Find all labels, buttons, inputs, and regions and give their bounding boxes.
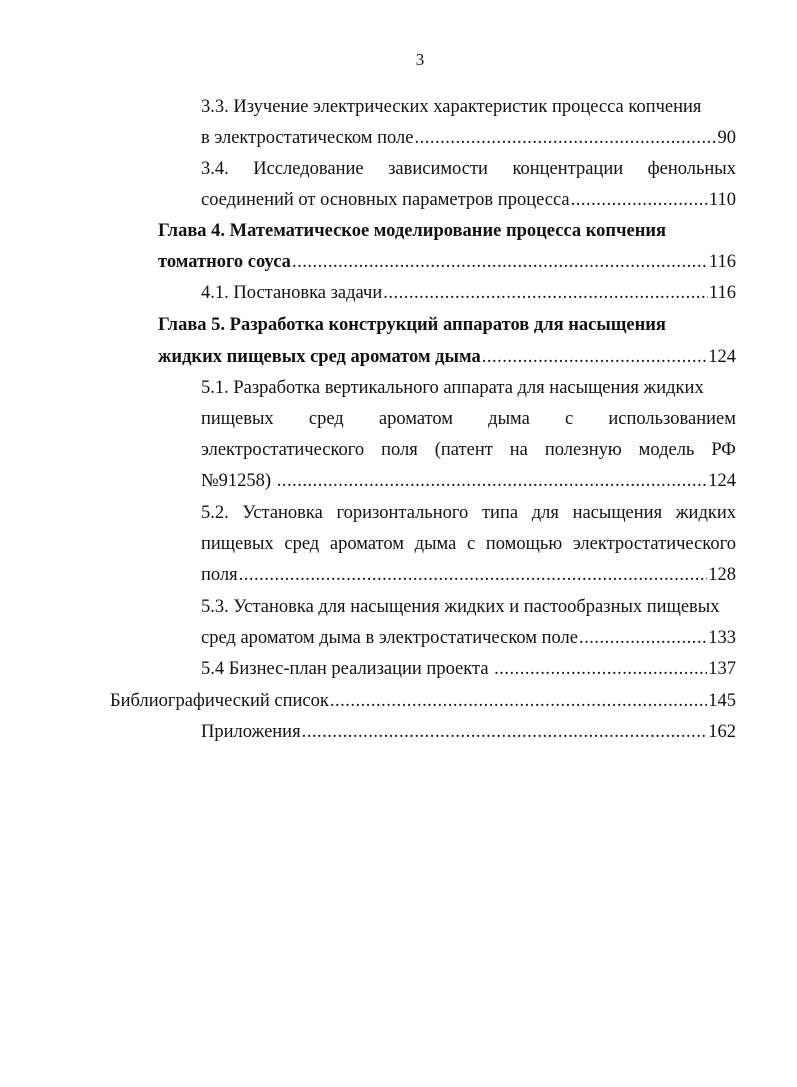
page-ref: 128: [708, 565, 736, 585]
dot-leader: [494, 654, 707, 685]
dot-leader: [482, 342, 708, 373]
dot-leader: [302, 717, 708, 748]
page-ref: 162: [708, 722, 736, 742]
page-ref: 116: [708, 283, 736, 303]
toc-5-1-line-3: электростатического поля (патент на полезную модель РФ: [201, 440, 736, 460]
page-ref: 137: [708, 659, 736, 679]
page-number: 3: [415, 50, 425, 69]
dot-leader: [571, 185, 708, 216]
dot-leader: [239, 560, 708, 591]
toc-entry-5-2[interactable]: поля ..... 128: [201, 560, 736, 591]
toc-entry-4-1[interactable]: 4.1. Постановка задачи ..... 116: [201, 278, 736, 309]
toc-entry-chapter-4[interactable]: томатного соуса ..... 116: [158, 247, 736, 278]
toc-entry-3-4[interactable]: соединений от основных параметров процесса ..... 110: [201, 185, 736, 216]
toc-entry-5-3[interactable]: сред ароматом дыма в электростатическом поле ..... 133: [201, 623, 736, 654]
toc-5-1-line-2: пищевых сред ароматом дыма с использованием: [201, 409, 736, 429]
toc-chapter-5-title: Глава 5. Разработка конструкций аппаратов для насыщения: [158, 315, 666, 335]
toc-5-2-title: 5.2. Установка горизонтального типа для насыщения жидких: [201, 503, 736, 523]
toc-entry-bibliography[interactable]: Библиографический список ..... 145: [110, 686, 736, 717]
toc-entry-chapter-5[interactable]: жидких пищевых сред ароматом дыма ..... 124: [158, 342, 736, 373]
page-ref: 124: [708, 471, 736, 491]
page-ref: 110: [708, 190, 736, 210]
toc-3-4-title: 3.4. Исследование зависимости концентрации фенольных: [201, 159, 736, 179]
dot-leader: [292, 247, 708, 278]
page-ref: 124: [708, 347, 736, 367]
toc-5-1-title: 5.1. Разработка вертикального аппарата для насыщения жидких: [201, 378, 704, 398]
page-ref: 133: [708, 628, 736, 648]
toc-entry-5-1[interactable]: №91258) ..... 124: [201, 466, 736, 497]
page-ref: 90: [717, 128, 736, 148]
dot-leader: [579, 623, 707, 654]
dot-leader: [277, 466, 708, 497]
toc-5-2-line-2: пищевых сред ароматом дыма с помощью электростатического: [201, 534, 736, 554]
dot-leader: [383, 278, 708, 309]
toc-5-3-title: 5.3. Установка для насыщения жидких и пастообразных пищевых: [201, 597, 720, 617]
dot-leader: [330, 686, 707, 717]
toc-chapter-4-title: Глава 4. Математическое моделирование процесса копчения: [158, 221, 667, 241]
toc-3-3-title: 3.3. Изучение электрических характеристик процесса копчения: [201, 97, 702, 117]
page-ref: 116: [708, 252, 736, 272]
toc-entry-3-3[interactable]: в электростатическом поле ..... 90: [201, 123, 736, 154]
page-ref: 145: [708, 691, 736, 711]
toc-entry-appendices[interactable]: Приложения ..... 162: [201, 717, 736, 748]
toc-entry-5-4[interactable]: 5.4 Бизнес-план реализации проекта ..... 137: [201, 654, 736, 685]
dot-leader: [414, 123, 716, 154]
